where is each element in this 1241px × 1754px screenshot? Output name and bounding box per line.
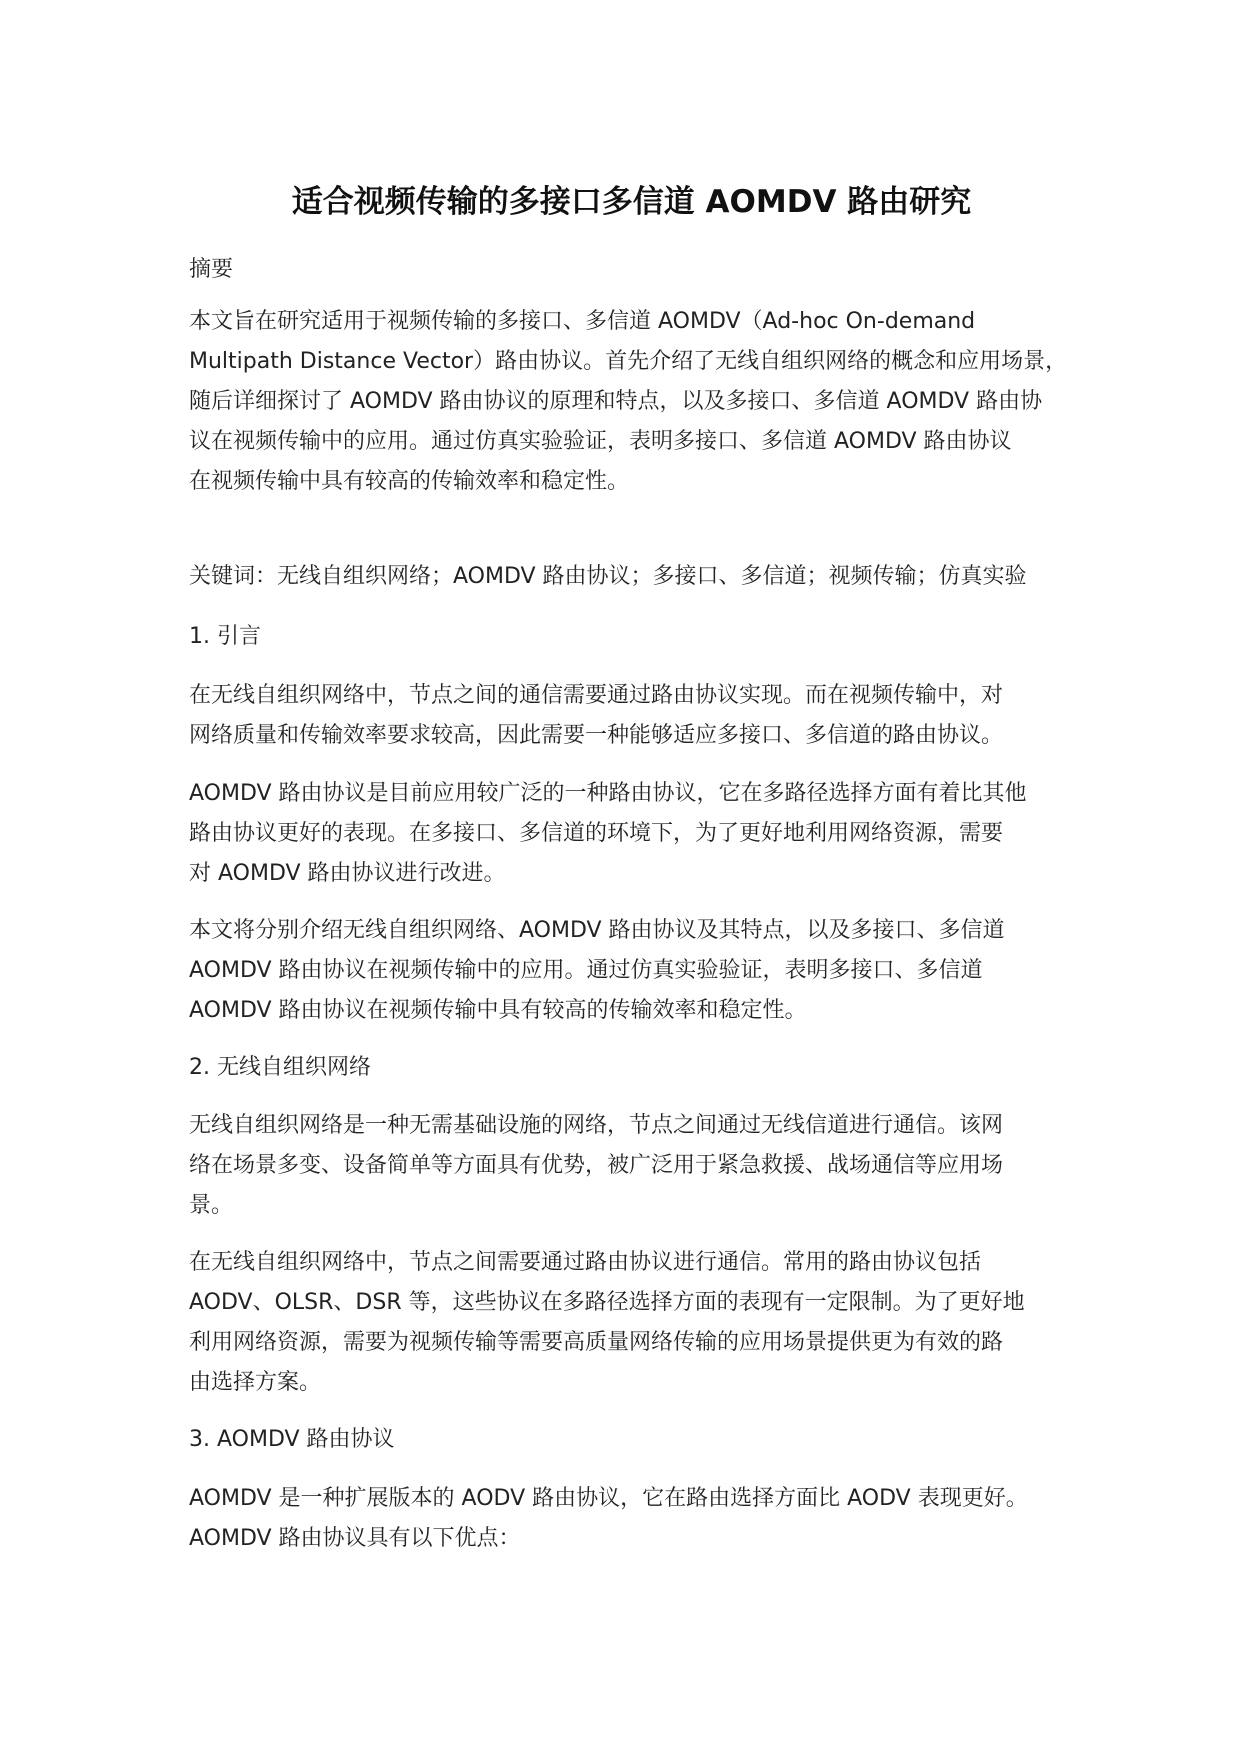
paragraph-line: AOMDV 路由协议具有以下优点： [189,1526,521,1551]
paragraph-line: AOMDV 路由协议在视频传输中的应用。通过仿真实验验证，表明多接口、多信道 [189,958,983,983]
paragraph-line: 由选择方案。 [189,1370,322,1395]
paragraph-line: 在无线自组织网络中，节点之间的通信需要通过路由协议实现。而在视频传输中，对 [189,683,1004,708]
paragraph-line: AOMDV 是一种扩展版本的 AODV 路由协议，它在路由选择方面比 AODV 表现更好。 [189,1486,1028,1511]
paragraph-line: Multipath Distance Vector）路由协议。首先介绍了无线自组织网络的概念和应用场景， [189,349,1068,374]
paragraph-line: 在视频传输中具有较高的传输效率和稳定性。 [189,469,630,494]
section-heading-text: 3. AOMDV 路由协议 [189,1427,395,1452]
abstract-heading [189,250,1074,290]
paragraph-line: 网络质量和传输效率要求较高，因此需要一种能够适应多接口、多信道的路由协议。 [189,723,1004,748]
section-heading-introduction [189,617,1074,657]
section-heading-aomdv [189,1420,1074,1460]
keywords-line [189,557,1074,597]
wireless-network-paragraph-2 [189,1243,1074,1403]
section-heading-wireless-network [189,1048,1074,1088]
paragraph-line: 在无线自组织网络中，节点之间需要通过路由协议进行通信。常用的路由协议包括 [189,1250,982,1275]
abstract-paragraph [189,302,1074,502]
section-heading-text: 2. 无线自组织网络 [189,1055,371,1080]
paragraph-line: 本文旨在研究适用于视频传输的多接口、多信道 AOMDV（Ad-hoc On-demand [189,309,976,334]
section-heading-text: 1. 引言 [189,624,261,649]
paragraph-line: 议在视频传输中的应用。通过仿真实验验证，表明多接口、多信道 AOMDV 路由协议 [189,429,1012,454]
paragraph-line: 对 AOMDV 路由协议进行改进。 [189,861,506,886]
paragraph-line: 利用网络资源，需要为视频传输等需要高质量网络传输的应用场景提供更为有效的路 [189,1330,1004,1355]
paragraph-line: 本文将分别介绍无线自组织网络、AOMDV 路由协议及其特点，以及多接口、多信道 [189,918,1005,943]
paragraph-line: 景。 [189,1193,234,1218]
paragraph-line: 随后详细探讨了 AOMDV 路由协议的原理和特点，以及多接口、多信道 AOMDV 路由协 [189,389,1043,414]
paragraph-line: AOMDV 路由协议在视频传输中具有较高的传输效率和稳定性。 [189,998,807,1023]
wireless-network-paragraph-1 [189,1106,1074,1226]
page-title: 适合视频传输的多接口多信道 AOMDV 路由研究 [291,184,972,220]
introduction-paragraph-1 [189,676,1074,756]
introduction-paragraph-3 [189,911,1074,1031]
paragraph-line: AOMDV 路由协议是目前应用较广泛的一种路由协议，它在多路径选择方面有着比其他 [189,781,1027,806]
aomdv-paragraph-1 [189,1479,1074,1559]
introduction-paragraph-2 [189,774,1074,894]
paragraph-line: 路由协议更好的表现。在多接口、多信道的环境下，为了更好地利用网络资源，需要 [189,821,1004,846]
paragraph-line: 无线自组织网络是一种无需基础设施的网络，节点之间通过无线信道进行通信。该网 [189,1113,1004,1138]
paragraph-line: AODV、OLSR、DSR 等，这些协议在多路径选择方面的表现有一定限制。为了更好地 [189,1290,1025,1315]
keywords-text: 关键词：无线自组织网络；AOMDV 路由协议；多接口、多信道；视频传输；仿真实验 [189,564,1027,589]
abstract-heading-text: 摘要 [189,257,234,282]
paragraph-line: 络在场景多变、设备简单等方面具有优势，被广泛用于紧急救援、战场通信等应用场 [189,1153,1004,1178]
